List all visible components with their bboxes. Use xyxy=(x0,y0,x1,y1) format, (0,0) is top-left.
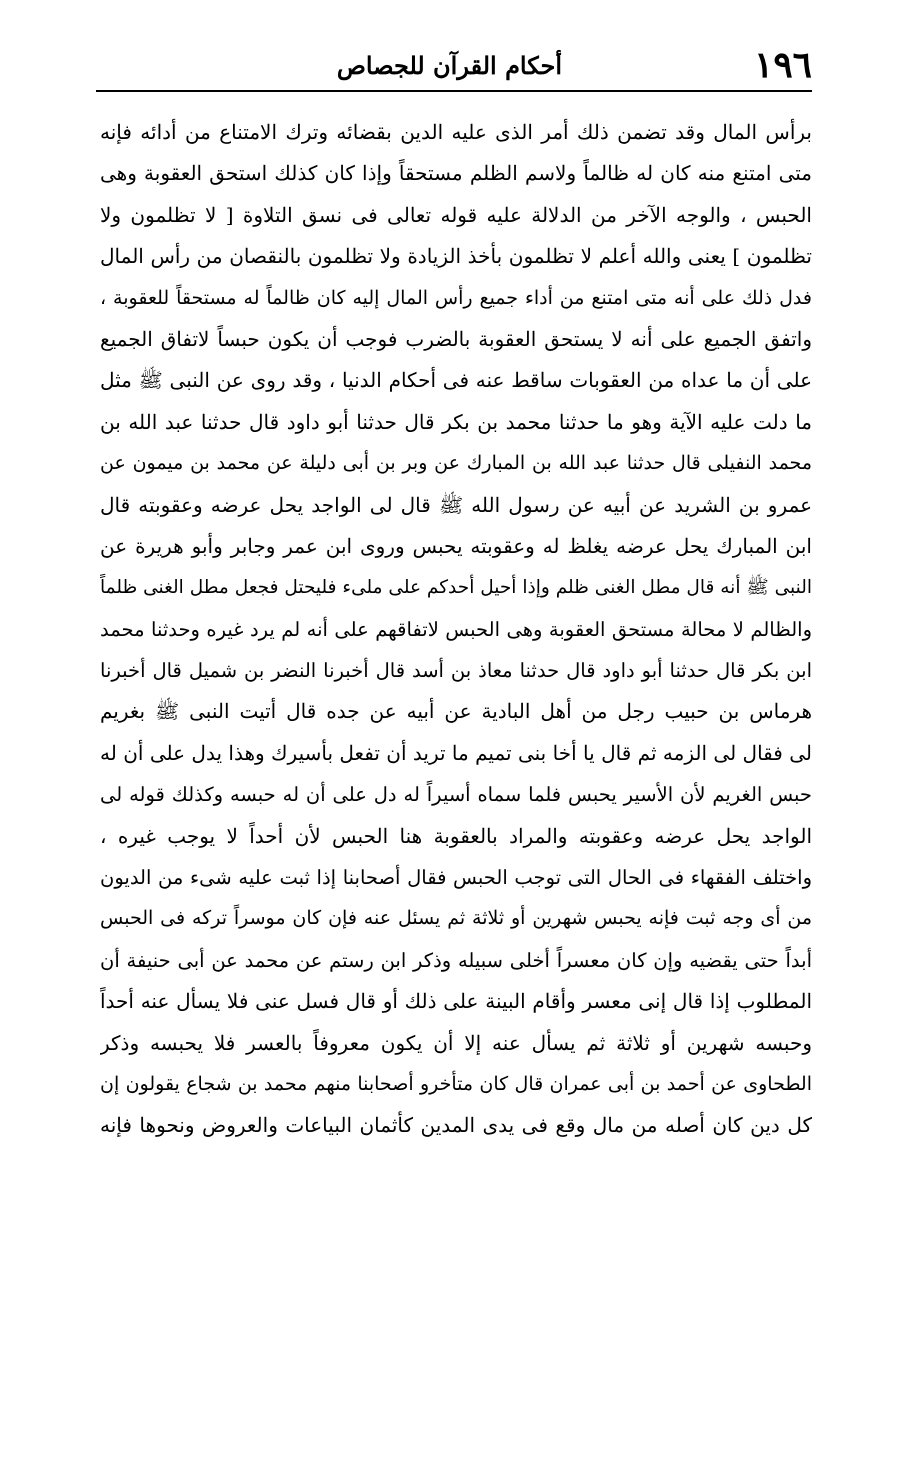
text-line: كل دين كان أصله من مال وقع فى يدى المدين كأثمان البياعات والعروض ونحوها فإنه xyxy=(100,1113,812,1138)
text-line: ما دلت عليه الآية وهو ما حدثنا محمد بن بكر قال حدثنا أبو داود قال حدثنا عبد الله بن xyxy=(100,409,812,434)
text-line: حبس الغريم لأن الأسير يحبس فلما سماه أسيراً له دل على أن له حبسه وكذلك قوله لى xyxy=(100,783,812,807)
text-line: أبداً حتى يقضيه وإن كان معسراً أخلى سبيله وذكر ابن رستم عن محمد عن أبى حنيفة أن xyxy=(100,948,812,972)
text-line: متى امتنع منه كان له ظالماً ولاسم الظلم مستحقاً وإذا كان كذلك استحق العقوبة وهى xyxy=(100,161,812,186)
text-line: هرماس بن حبيب رجل من أهل البادية عن أبيه عن جده قال أتيت النبى ﷺ بغريم xyxy=(100,699,812,724)
text-line: وحبسه شهرين أو ثلاثة ثم يسأل عنه إلا أن يكون معروفاً بالعسر فلا يحبسه وذكر xyxy=(100,1030,812,1055)
body-text xyxy=(100,112,812,1147)
text-line: النبى ﷺ أنه قال مطل الغنى ظلم وإذا أحيل أحدكم على ملىء فليحتل فجعل مطل الغنى ظلماً xyxy=(100,577,812,599)
text-line: الحبس ، والوجه الآخر من الدلالة عليه قوله تعالى فى نسق التلاوة [ لا تظلمون ولا xyxy=(100,202,812,227)
text-line: تظلمون ] يعنى والله أعلم لا تظلمون بأخذ الزيادة ولا تظلمون بالنقصان من رأس المال xyxy=(100,244,812,269)
page-header xyxy=(96,42,812,92)
text-line: الواجد يحل عرضه وعقوبته والمراد بالعقوبة هنا الحبس لأن أحداً لا يوجب غيره ، xyxy=(100,823,812,848)
text-line: لى فقال لى الزمه ثم قال يا أخا بنى تميم ما تريد أن تفعل بأسيرك وهذا يدل على أن له xyxy=(100,740,812,765)
text-line: فدل ذلك على أنه متى امتنع من أداء جميع رأس المال إليه كان ظالماً له مستحقاً للعقوبة ، xyxy=(100,286,812,309)
text-line: واتفق الجميع على أنه لا يستحق العقوبة بالضرب فوجب أن يكون حبساً لاتفاق الجميع xyxy=(100,326,812,351)
text-line: على أن ما عداه من العقوبات ساقط عنه فى أحكام الدنيا ، وقد روى عن النبى ﷺ مثل xyxy=(100,368,812,393)
text-line: المطلوب إذا قال إنى معسر وأقام البينة على ذلك أو قال فسل عنى فلا يسأل عنه أحداً xyxy=(100,989,812,1014)
text-line: ابن المبارك يحل عرضه يغلظ له وعقوبته يحبس وروى ابن عمر وجابر وأبو هريرة عن xyxy=(100,533,812,558)
text-line: من أى وجه ثبت فإنه يحبس شهرين أو ثلاثة ثم يسئل عنه فإن كان موسراً تركه فى الحبس xyxy=(100,907,812,930)
header-rule xyxy=(96,90,812,92)
text-line: محمد النفيلى قال حدثنا عبد الله بن المبارك عن وبر بن أبى دليلة عن محمد بن ميمون عن xyxy=(100,452,812,475)
text-line: ابن بكر قال حدثنا أبو داود قال حدثنا معاذ بن أسد قال أخبرنا النضر بن شميل قال أخبرنا xyxy=(100,659,812,683)
page-number: ١٩٦ xyxy=(753,44,812,86)
text-line: برأس المال وقد تضمن ذلك أمر الذى عليه الدين بقضائه وترك الامتناع من أدائه فإنه xyxy=(100,120,812,144)
text-line: واختلف الفقهاء فى الحال التى توجب الحبس فقال أصحابنا إذا ثبت عليه شىء من الديون xyxy=(100,866,812,890)
running-title: أحكام القرآن للجصاص xyxy=(336,51,562,80)
text-line: عمرو بن الشريد عن أبيه عن رسول الله ﷺ قال لى الواجد يحل عرضه وعقوبته قال xyxy=(100,492,812,517)
text-line: الطحاوى عن أحمد بن أبى عمران قال كان متأخرو أصحابنا منهم محمد بن شجاع يقولون إن xyxy=(100,1072,812,1095)
text-line: والظالم لا محالة مستحق العقوبة وهى الحبس لاتفاقهم على أنه لم يرد غيره وحدثنا محمد xyxy=(100,617,812,641)
